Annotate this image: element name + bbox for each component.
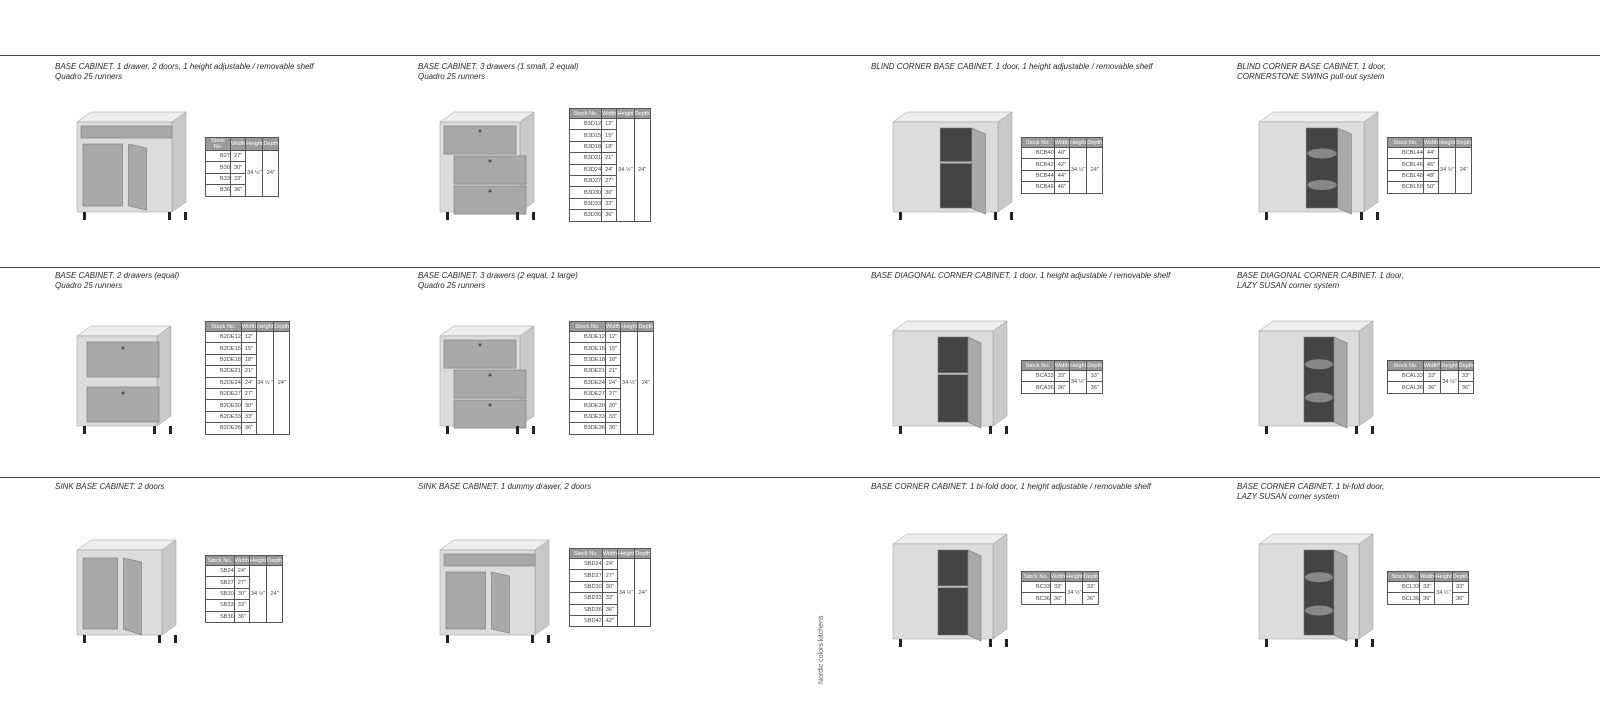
item-title	[871, 271, 1170, 281]
spec-header: Width	[1051, 573, 1066, 580]
spec-header: Stock No.	[570, 109, 602, 119]
spec-row	[570, 332, 654, 343]
width-value: 21"	[602, 153, 617, 164]
depth-value: 36"	[1087, 382, 1103, 393]
stock-number: BCL36	[1388, 593, 1420, 604]
stock-number: B2DE36	[206, 423, 242, 434]
spec-header: Width	[605, 323, 621, 330]
spec-header: Width	[1054, 362, 1070, 369]
spec-header: Width	[602, 110, 617, 117]
item-title-line-1: BASE CORNER CABINET. 1 bi-fold door, 1 height adjustable / removable shelf	[871, 482, 1151, 491]
spec-row	[570, 119, 651, 130]
width-value: 33"	[602, 198, 617, 209]
cabinet-illustration	[1237, 309, 1377, 449]
depth-value: 24"	[267, 566, 283, 623]
spec-table	[1387, 137, 1472, 194]
divider-top	[0, 55, 1600, 56]
width-value: 48"	[1423, 170, 1438, 181]
spec-header: Height	[617, 110, 634, 117]
brand-vertical-text: Nordic colors kitchens	[818, 615, 825, 684]
width-value: 24"	[234, 566, 249, 577]
spec-header: Stock No.	[570, 322, 606, 332]
width-value: 40"	[1054, 148, 1069, 159]
width-value: 33"	[1420, 582, 1435, 593]
width-value: 36"	[1423, 382, 1440, 393]
width-value: 36"	[230, 185, 245, 196]
stock-number: BCA33	[1022, 371, 1055, 382]
divider-row-1	[0, 267, 1600, 268]
item-title-line-1: BASE DIAGONAL CORNER CABINET. 1 door,	[1237, 271, 1404, 280]
stock-number: B33	[206, 173, 231, 184]
width-value: 50"	[1423, 182, 1438, 193]
depth-value: 36"	[1083, 593, 1099, 604]
spec-row	[1388, 371, 1474, 382]
spec-header: Depth	[263, 138, 279, 151]
stock-number: B3D27	[570, 175, 602, 186]
spec-row	[1388, 593, 1469, 604]
stock-number: BCAL36	[1388, 382, 1424, 393]
height-value: 34 ½"	[617, 119, 634, 222]
stock-number: SBD30	[570, 581, 603, 592]
width-value: 12"	[602, 119, 617, 130]
depth-value: 24"	[634, 119, 650, 222]
stock-number: B3DE27	[570, 388, 606, 399]
stock-number: BC33	[1022, 582, 1051, 593]
spec-header: Stock No.	[1388, 138, 1424, 148]
spec-table	[205, 555, 283, 623]
stock-number: SBD33	[570, 593, 603, 604]
width-value: 24"	[602, 164, 617, 175]
width-value: 18"	[241, 354, 256, 365]
stock-number: BCA36	[1022, 382, 1055, 393]
width-value: 21"	[241, 366, 256, 377]
cabinet-illustration	[1237, 522, 1377, 662]
spec-header: Height	[1066, 573, 1083, 580]
spec-header: Height	[1070, 362, 1087, 369]
spec-row	[1022, 582, 1099, 593]
depth-value: 24"	[635, 559, 651, 627]
width-value: 33"	[605, 411, 620, 422]
stock-number: BCB44	[1022, 170, 1055, 181]
stock-number: B3D30	[570, 187, 602, 198]
item-title-line-2: Quadro 25 runners	[418, 71, 486, 81]
stock-number: B2DE12	[206, 332, 242, 343]
item-title	[1237, 62, 1386, 81]
height-value: 34 ½"	[1441, 371, 1458, 394]
spec-row	[206, 151, 279, 162]
stock-number: BCB40	[1022, 148, 1055, 159]
spec-header: Width	[602, 550, 618, 557]
width-value: 36"	[1420, 593, 1435, 604]
spec-table	[569, 321, 654, 435]
spec-header: Width	[1423, 139, 1439, 146]
stock-number: SB27	[206, 577, 235, 588]
width-value: 33"	[602, 593, 617, 604]
stock-number: SB30	[206, 588, 235, 599]
spec-header: Height	[1070, 139, 1087, 146]
spec-row	[1022, 148, 1103, 159]
item-title-line-2: Quadro 25 runners	[55, 71, 123, 81]
stock-number: SBD27	[570, 570, 603, 581]
item-title-line-1: BASE CABINET. 3 drawers (1 small, 2 equal)	[418, 62, 579, 71]
item-title-line-1: SINK BASE CABINET. 2 doors	[55, 482, 165, 491]
width-value: 12"	[241, 332, 256, 343]
stock-number: BCB46	[1022, 182, 1055, 193]
stock-number: BCB42	[1022, 159, 1055, 170]
width-value: 27"	[602, 175, 617, 186]
spec-header: Stock No.	[1022, 361, 1055, 371]
width-value: 46"	[1423, 159, 1438, 170]
spec-header: Height	[1435, 573, 1452, 580]
spec-header: Depth	[1087, 139, 1103, 146]
spec-table	[1387, 571, 1469, 605]
width-value: 24"	[241, 377, 256, 388]
stock-number: B2DE15	[206, 343, 242, 354]
spec-header: Height	[250, 557, 267, 564]
stock-number: B3DE30	[570, 400, 606, 411]
spec-header: Height	[621, 323, 638, 330]
spec-row	[206, 566, 283, 577]
stock-number: B3D18	[570, 141, 602, 152]
spec-header: Width	[1420, 573, 1435, 580]
stock-number: B2DE33	[206, 411, 242, 422]
stock-number: B3DE12	[570, 332, 606, 343]
item-title	[871, 482, 1151, 492]
spec-header: Width	[230, 138, 245, 151]
width-value: 33"	[1051, 582, 1066, 593]
depth-value: 33"	[1458, 371, 1474, 382]
spec-table	[1021, 571, 1099, 605]
item-title-line-1: BLIND CORNER BASE CABINET. 1 door, 1 height adjustable / removable shelf	[871, 62, 1153, 71]
item-title-line-1: BASE CABINET. 2 drawers (equal)	[55, 271, 180, 280]
spec-header: Width	[241, 323, 257, 330]
stock-number: BCBL50	[1388, 182, 1424, 193]
item-title	[55, 62, 314, 81]
stock-number: B2DE24	[206, 377, 242, 388]
stock-number: SB33	[206, 600, 235, 611]
width-value: 15"	[602, 130, 617, 141]
depth-value: 24"	[263, 151, 279, 197]
spec-header: Depth	[1083, 573, 1099, 580]
cabinet-illustration	[418, 528, 553, 658]
stock-number: B36	[206, 185, 231, 196]
spec-header: Depth	[1458, 362, 1474, 369]
width-value: 36"	[1054, 382, 1069, 393]
width-value: 30"	[230, 162, 245, 173]
depth-value: 24"	[274, 332, 290, 435]
item-title	[1237, 271, 1404, 290]
stock-number: SB24	[206, 566, 235, 577]
stock-number: B2DE30	[206, 400, 242, 411]
spec-row	[1022, 371, 1103, 382]
item-title	[55, 271, 179, 290]
height-value: 34 ½ "	[257, 332, 274, 435]
stock-number: B3DE18	[570, 354, 606, 365]
width-value: 27"	[605, 388, 620, 399]
spec-table	[1021, 360, 1103, 394]
spec-row	[206, 332, 290, 343]
item-title	[55, 482, 165, 492]
width-value: 24"	[605, 377, 620, 388]
height-value: 34 ½"	[246, 151, 263, 197]
spec-header: Stock No.	[1022, 138, 1055, 148]
spec-header: Stock No.	[1388, 572, 1420, 582]
cabinet-illustration	[418, 100, 538, 235]
spec-table	[569, 108, 651, 222]
stock-number: SBD36	[570, 604, 603, 615]
width-value: 36"	[234, 611, 249, 622]
height-value: 34 ½"	[1435, 582, 1452, 605]
width-value: 33"	[1054, 371, 1069, 382]
spec-header: Height	[618, 550, 635, 557]
item-title	[1237, 482, 1384, 501]
width-value: 42"	[602, 615, 617, 626]
divider-row-2	[0, 477, 1600, 478]
width-value: 44"	[1054, 170, 1069, 181]
width-value: 15"	[605, 343, 620, 354]
stock-number: SBD24	[570, 559, 603, 570]
item-title-line-1: BASE CABINET. 3 drawers (2 equal, 1 large)	[418, 271, 578, 280]
spec-header: Height	[257, 323, 274, 330]
width-value: 33"	[1423, 371, 1440, 382]
cabinet-illustration	[55, 314, 175, 449]
stock-number: B3D12	[570, 119, 602, 130]
width-value: 33"	[230, 173, 245, 184]
cabinet-illustration	[55, 528, 180, 658]
spec-table	[569, 548, 651, 627]
depth-value: 36"	[1452, 593, 1468, 604]
stock-number: BCL33	[1388, 582, 1420, 593]
item-title	[418, 62, 579, 81]
width-value: 30"	[241, 400, 256, 411]
item-title-line-1: BLIND CORNER BASE CABINET. 1 door,	[1237, 62, 1387, 71]
spec-header: Depth	[274, 323, 290, 330]
spec-header: Stock No.	[1388, 361, 1424, 371]
height-value: 34 ½"	[1070, 148, 1087, 194]
spec-header: Stock No.	[206, 322, 242, 332]
depth-value: 36"	[1458, 382, 1474, 393]
height-value: 34 ½"	[621, 332, 638, 435]
stock-number: B3D36	[570, 210, 602, 221]
height-value: 34 ½"	[250, 566, 267, 623]
cabinet-illustration	[871, 522, 1011, 662]
width-value: 30"	[602, 581, 617, 592]
spec-header: Stock No.	[206, 138, 231, 151]
spec-header: Height	[246, 138, 263, 151]
cabinet-illustration	[418, 314, 538, 449]
width-value: 21"	[605, 366, 620, 377]
spec-row	[1022, 382, 1103, 393]
height-value: 34 ½"	[1439, 148, 1456, 194]
stock-number: B2DE21	[206, 366, 242, 377]
width-value: 33"	[234, 600, 249, 611]
width-value: 30"	[234, 588, 249, 599]
width-value: 18"	[602, 141, 617, 152]
stock-number: B3D21	[570, 153, 602, 164]
stock-number: B27	[206, 151, 231, 162]
spec-header: Height	[1441, 362, 1458, 369]
spec-header: Depth	[634, 110, 650, 117]
item-title-line-2: LAZY SUSAN corner system	[1237, 491, 1340, 501]
width-value: 36"	[602, 210, 617, 221]
width-value: 27"	[602, 570, 617, 581]
width-value: 15"	[241, 343, 256, 354]
item-title	[418, 482, 591, 492]
stock-number: SB36	[206, 611, 235, 622]
stock-number: B3D33	[570, 198, 602, 209]
spec-header: Stock No.	[1022, 572, 1051, 582]
depth-value: 33"	[1452, 582, 1468, 593]
spec-row	[570, 559, 651, 570]
width-value: 42"	[1054, 159, 1069, 170]
stock-number: B2DE27	[206, 388, 242, 399]
spec-table	[205, 137, 279, 197]
item-title-line-1: BASE DIAGONAL CORNER CABINET. 1 door, 1 height adjustable / removable shelf	[871, 271, 1171, 280]
depth-value: 24"	[638, 332, 654, 435]
width-value: 30"	[602, 187, 617, 198]
width-value: 27"	[230, 151, 245, 162]
width-value: 27"	[241, 388, 256, 399]
spec-table	[205, 321, 290, 435]
width-value: 33"	[241, 411, 256, 422]
stock-number: B3DE21	[570, 366, 606, 377]
height-value: 34 ½"	[618, 559, 635, 627]
item-title-line-1: BASE CORNER CABINET. 1 bi-fold door,	[1237, 482, 1385, 491]
width-value: 44"	[1423, 148, 1438, 159]
stock-number: B3DE24	[570, 377, 606, 388]
spec-header: Depth	[1452, 573, 1468, 580]
spec-header: Depth	[635, 550, 651, 557]
spec-row	[1388, 582, 1469, 593]
spec-row	[1388, 148, 1472, 159]
stock-number: BC36	[1022, 593, 1051, 604]
width-value: 36"	[605, 423, 620, 434]
spec-header: Width	[1054, 139, 1070, 146]
item-title-line-1: SINK BASE CABINET. 1 dummy drawer, 2 doors	[418, 482, 592, 491]
item-title-line-2: Quadro 25 runners	[55, 280, 123, 290]
stock-number: B3DE15	[570, 343, 606, 354]
width-value: 30"	[605, 400, 620, 411]
spec-header: Height	[1439, 139, 1456, 146]
width-value: 36"	[602, 604, 617, 615]
spec-header: Depth	[1456, 139, 1472, 146]
stock-number: B2DE18	[206, 354, 242, 365]
spec-row	[1388, 382, 1474, 393]
cabinet-illustration	[55, 100, 190, 235]
stock-number: SBD42	[570, 615, 603, 626]
spec-header: Width*	[1423, 362, 1441, 369]
stock-number: B3D15	[570, 130, 602, 141]
depth-value: 24"	[1087, 148, 1103, 194]
stock-number: B3D24	[570, 164, 602, 175]
width-value: 36"	[241, 423, 256, 434]
item-title-line-2: Quadro 25 runners	[418, 280, 486, 290]
spec-header: Depth	[1087, 362, 1103, 369]
width-value: 24"	[602, 559, 617, 570]
cabinet-illustration	[871, 100, 1016, 235]
depth-value: 24"	[1456, 148, 1472, 194]
spec-header: Stock No.	[570, 549, 603, 559]
stock-number: BCBL48	[1388, 170, 1424, 181]
width-value: 36"	[1051, 593, 1066, 604]
width-value: 46"	[1054, 182, 1069, 193]
stock-number: BCBL44	[1388, 148, 1424, 159]
spec-header: Depth	[267, 557, 283, 564]
stock-number: BCBL46	[1388, 159, 1424, 170]
width-value: 18"	[605, 354, 620, 365]
stock-number: BCAL33	[1388, 371, 1424, 382]
depth-value: 33"	[1083, 582, 1099, 593]
stock-number: B30	[206, 162, 231, 173]
height-value: 34 ½"	[1070, 371, 1087, 394]
item-title-line-2: LAZY SUSAN corner system	[1237, 280, 1340, 290]
cabinet-illustration	[1237, 100, 1382, 235]
spec-table	[1387, 360, 1474, 394]
item-title	[871, 62, 1153, 72]
stock-number: B3DE33	[570, 411, 606, 422]
cabinet-illustration	[871, 309, 1011, 449]
width-value: 27"	[234, 577, 249, 588]
spec-row	[1022, 593, 1099, 604]
depth-value: 33"	[1087, 371, 1103, 382]
item-title	[418, 271, 578, 290]
height-value: 34 ½"	[1066, 582, 1083, 605]
spec-table	[1021, 137, 1103, 194]
spec-header: Width	[234, 557, 249, 564]
width-value: 12"	[605, 332, 620, 343]
item-title-line-2: CORNERSTONE SWING pull-out system	[1237, 71, 1385, 81]
item-title-line-1: BASE CABINET. 1 drawer, 2 doors, 1 height adjustable / removable shelf	[55, 62, 314, 71]
spec-header: Stock No.	[206, 556, 235, 566]
stock-number: B3DE36	[570, 423, 606, 434]
spec-header: Depth	[638, 323, 654, 330]
